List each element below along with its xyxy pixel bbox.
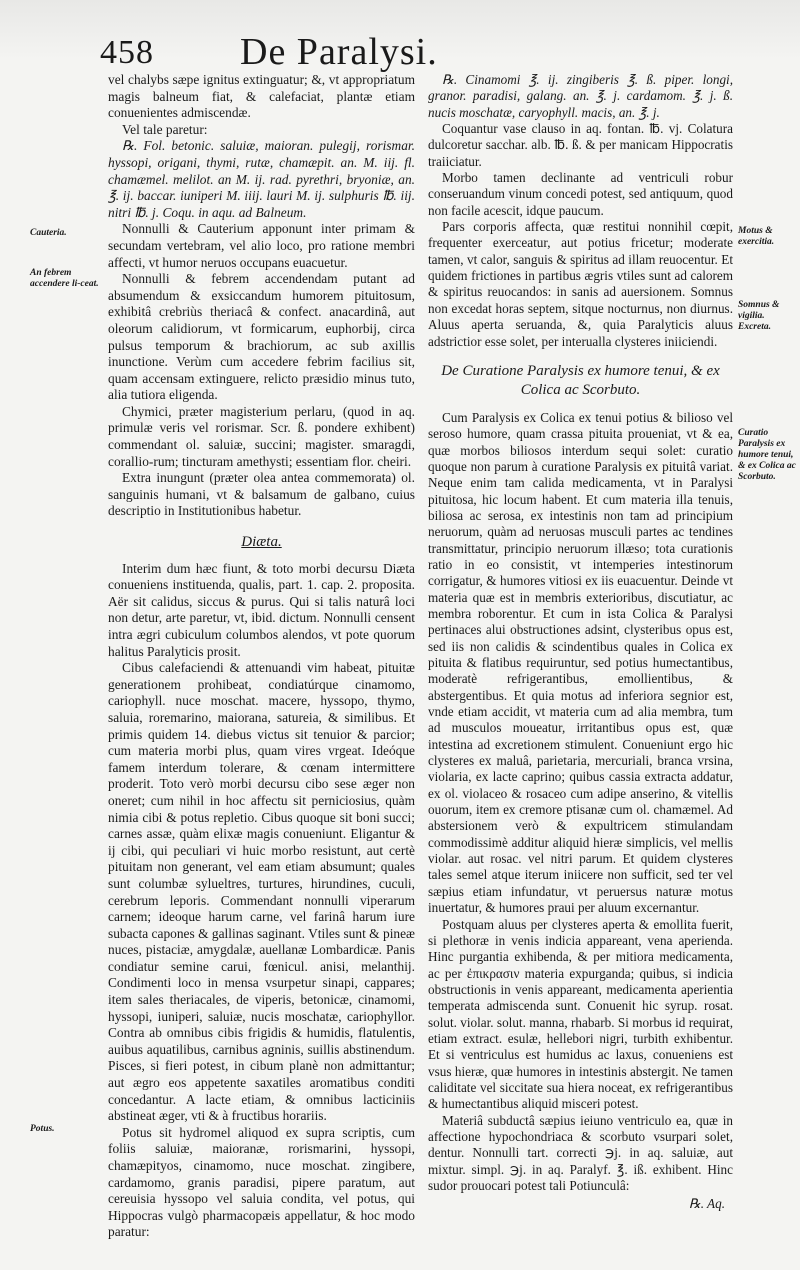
margin-note-potus: Potus. bbox=[30, 1124, 55, 1134]
margin-note-motus: Motus & exercitia. bbox=[738, 226, 775, 247]
running-title: De Paralysi. bbox=[240, 31, 438, 73]
paragraph: Vel tale paretur: bbox=[122, 121, 208, 137]
paragraph: Extra inungunt (præter olea antea commemorata) ol. sanguinis humani, vt & balsamum de galbano, cuius descriptio in Institutionibus habetur. bbox=[108, 470, 415, 519]
page-number: 458 bbox=[100, 34, 154, 71]
paragraph: vel chalybs sæpe ignitus extinguatur; &, vt appropriatum magis balneum fiat, & calefaciat, plantæ etiam conuenientes admiscendæ. bbox=[108, 72, 415, 121]
section-heading-dieta: Diæta. bbox=[241, 534, 282, 551]
paragraph: Potus sit hydromel aliquod ex supra scriptis, cum foliis saluiæ, maioranæ, rorismarini, hyssopi, chamæpityos, cinamomo, nuce moschat. zingibere, cardamomo, granis paradisi, pipere paratum, aut cereuisia hyssopo vel saluia condita, vel potus, qui Hippocras vulgò pharmacopæis appellatur, & hoc modo paratur: bbox=[108, 1124, 415, 1240]
paragraph: Cum Paralysis ex Colica ex tenui potius & bilioso vel seroso humore, quam crassa pituita proueniat, vt & ea, quæ morbos biliosos interdum sequi solet: curatio quoque non parum à curatione Paralysis ex pituitâ variat. Neque enim tam calida medicamenta, vt in Paralysi pituitosa, hic locum habent. Et cum materia illa tenuis, biliosa ac serosa, ex intestinis non tam ad principium neruorum, quàm ad neruosas musculi partes ac tendines transmittatur, principio neruorum illæso; tota curationis ratio in eo consistit, vt intemperies intestinorum corrigatur, & humores vitiosi ex iis euacuentur. Deinde vt materia quæ est in membris exterioribus, discutiatur, ac membra roborentur. Et cum in ista Colica & Paralysi pertinaces alui obstructiones adsint, clysteribus opus est, sed iis non calidis & scindentibus quales in Colica ex pituita & flatibus requiruntur, sed potius humectantibus, moderatè refrigerantibus, emollientibus, & abstergentibus. Et quia motus ad inferiora segnior est, vnde etiam accidit, vt materia cum ad alia membra, tum ad musculos moueatur, irritantibus opus est, quæ intestina ad excretionem stimulent. Conueniunt ergo hic clysteres ex maluâ, parietaria, mercuriali, branca vrsina, violaria, ex lacte caprino; quibus cassia extracta addatur, ex ol. violaceo & rosaceo cum adipe anserino, & vitellis ouorum, item ex cremore ptisanæ cum ol. chamæmel. Ad abstersionem verò & expultricem stimulandam commodissimè additur aliquid hieræ simplicis, vel mellis violar. aut rosac. vel nitri parum. Et quidem clysteres tales semel atque iterum iniicere non sufficit, sed ter vel sæpius etiam infundatur, vt peruersus naturæ motus inuertatur, & humores praui per aluum excernantur. bbox=[428, 409, 733, 916]
paragraph: Morbo tamen declinante ad ventriculi robur conseruandum vinum concedi potest, sed antiquum, quod non facile acescit, idque paucum. bbox=[428, 170, 733, 218]
margin-note-febrem: An febrem accendere li-ceat. bbox=[30, 268, 99, 289]
paragraph: Postquam aluus per clysteres aperta & emollita fuerit, si plethoræ in venis indicia appareant, vena aperienda. Hinc purgantia exhibenda, & per mitiora medicamenta, ac per ἐπικρασιν materia expurganda; quibus, si indicia obstructionis in venis appareant, medicamenta aperientia temperata admiscenda sunt. Conuenit hic syrup. rosat. solut. violar. solut. manna, rhabarb. Si morbus id requirat, etiam extract. esulæ, hellebori nigri, turbith exhibentur. Et si ventriculus est humidus ac laxus, conueniens est vsus hieræ, quæ humores in intestinis abstergit. Ne tamen caliditate vel siccitate sua hiera noceat, ex refrigerantibus & humectantibus aliquid misceri potest. bbox=[428, 916, 733, 1112]
paragraph: Pars corporis affecta, quæ restitui nonnihil cœpit, frequenter exerceatur, aut potius fricetur; moderate tamen, vt calor, sanguis & spiritus ad illam reuocentur. Et quidem frictiones in partibus ægris vtiles sunt ad calorem & spiritus reuocandos: in sanis ad auersionem. Somnus non excedat horas septem, sitque nocturnus, non diurnus. Aluus aperta seruanda, &, quia Paralyticis aluus adstrictior esse solet, per interualla clysteres iniiciendi. bbox=[428, 219, 733, 349]
paragraph: Cibus calefaciendi & attenuandi vim habeat, pituitæ generationem prohibeat, condiatúrque cinamomo, cariophyll. nuce moschat. macere, hyssopo, thymo, saluia, roremarino, maiorana, satureia, & similibus. Et primis quidem 14. diebus victus sit tenuior & parcior; cum materia morbi plus, quam vires vrgeat. Ideóque famem interdum tolerare, & cœnam intermittere proderit. Toto verò morbi decursu cibo sese æger non oneret; cum nihil in hoc affectu sit perniciosius, quàm nimia cibi & potus repletio. Cibus quoque sit boni succi; carnes assæ, quàm elixæ magis conueniunt. Eligantur & ij cibi, qui peculiari vi huic morbo resistunt, aut certè pituitam non generant, vel eam etiam absumunt; quales sunt columbæ sylueltres, turtures, hirundines, cuculi, cerebrum leporis. Commendant nonnulli viperarum carnem; ideoque harum carne, vel farinâ harum iure subacta capones & gallinas saginant. Vtiles sunt & pineæ nuces, pistaciæ, amygdalæ, auellanæ Lombardicæ. Panis condiatur semine carui, fœnicul. anisi, melanthij. Condimenti loco in mensa vsurpetur sinapi, cappares; item sales theriacales, de viperis, betonicæ, cinamomi, hyssopi, iuniperi, saluiæ, nucis moschatæ, cariophyllor. Contra ab omnibus cibis frigidis & humidis, flatulentis, auibus aquatilibus, carnibus agninis, suillis abstinendum. Pisces, si fieri potest, in cibum planè non admittantur; aut ægro eos appetente saxatiles aromatibus conditi concedantur. A lacte etiam, & omnibus lacticiniis abstineat æger, vti & à fructibus horariis. bbox=[108, 660, 415, 1124]
paragraph: Coquantur vase clauso in aq. fontan. ℔. vj. Colatura dulcoretur sacchar. alb. ℔. ß. & per manicam Hippocratis traiiciatur. bbox=[428, 121, 733, 169]
paragraph: Nonnulli & febrem accendendam putant ad absumendum & exsiccandum humorem pituitosum, exhibitâ crebriùs theriacâ & confect. anacardinâ, aut oleorum calidiorum, vt formicarum, euphorbij, circa pulsus temporum & brachiorum, ac sub axillis inunctione. Verùm cum accedere febrim facilius sit, quam accensam extinguere, relicto præsidio minus tuto, alia tutiora eligenda. bbox=[108, 271, 415, 403]
recipe-paragraph: ℞. Fol. betonic. saluiæ, maioran. pulegij, rorismar. hyssopi, origani, thymi, rutæ, chamæpit. an. M. iij. fl. chamæmel. melilot. an M. ij. rad. pyrethri, bryoniæ, an. ℥. ij. baccar. iuniperi M. iiij. lauri M. ij. sulphuris ℔. iij. nitri ℔. j. Coqu. in aqu. ad Balneum. bbox=[108, 138, 415, 220]
margin-note-curatio: Curatio Paralysis ex humore tenui, & ex Colica ac Scorbuto. bbox=[738, 428, 796, 482]
recipe-paragraph: ℞. Cinamomi ℥. ij. zingiberis ℥. ß. piper. longi, granor. paradisi, galang. an. ℥. j. cardamom. ℥. j. ß. nucis moschatæ, caryophyll. macis, an. ℥. j. bbox=[428, 72, 733, 120]
paragraph: Nonnulli & Cauterium apponunt inter primam & secundam vertebram, vel alio loco, pro ratione membri affecti, vt humor neruos occupans euacuetur. bbox=[108, 221, 415, 270]
left-column bbox=[108, 72, 415, 1241]
paragraph: Interim dum hæc fiunt, & toto morbi decursu Diæta conueniens instituenda, qualis, part. 1. cap. 2. proposita. Aër sit calidus, siccus & purus. Qui si talis naturâ loci non detur, arte paretur, vt, ibid. dictum. Nonnulli censent intra ægri cubiculum columbos alendos, vt pote quorum halitus Paralyticis prosit. bbox=[108, 560, 415, 659]
paragraph: Chymici, præter magisterium perlaru, (quod in aq. primulæ veris vel rorismar. Scr. ß. pondere exhibent) commendant ol. saluiæ, succini; magister. smaragdi, corallio-rum; tincturam amethysti; essentiam flor. cheiri. bbox=[108, 403, 415, 469]
paragraph: Materiâ subductâ sæpius ieiuno ventriculo ea, quæ in affectione hypochondriaca & scorbuto vsurpari solet, dentur. Nonnulli tart. correcti ℈j. in aq. saluiæ, aut mixtur. simpl. ℈j. in aq. Paralyf. ℥. iß. exhibent. Hinc sudor prouocari potest tali Potiunculâ: bbox=[428, 1112, 733, 1193]
section-heading-curatione: De Curatione Paralysis ex humore tenui, & ex Colica ac Scorbuto. bbox=[441, 362, 720, 398]
right-column bbox=[428, 72, 733, 1213]
margin-note-cauteria: Cauteria. bbox=[30, 228, 67, 238]
margin-note-somnus: Somnus & vigilia. Excreta. bbox=[738, 300, 780, 332]
catchword: ℞. Aq. bbox=[688, 1196, 725, 1212]
